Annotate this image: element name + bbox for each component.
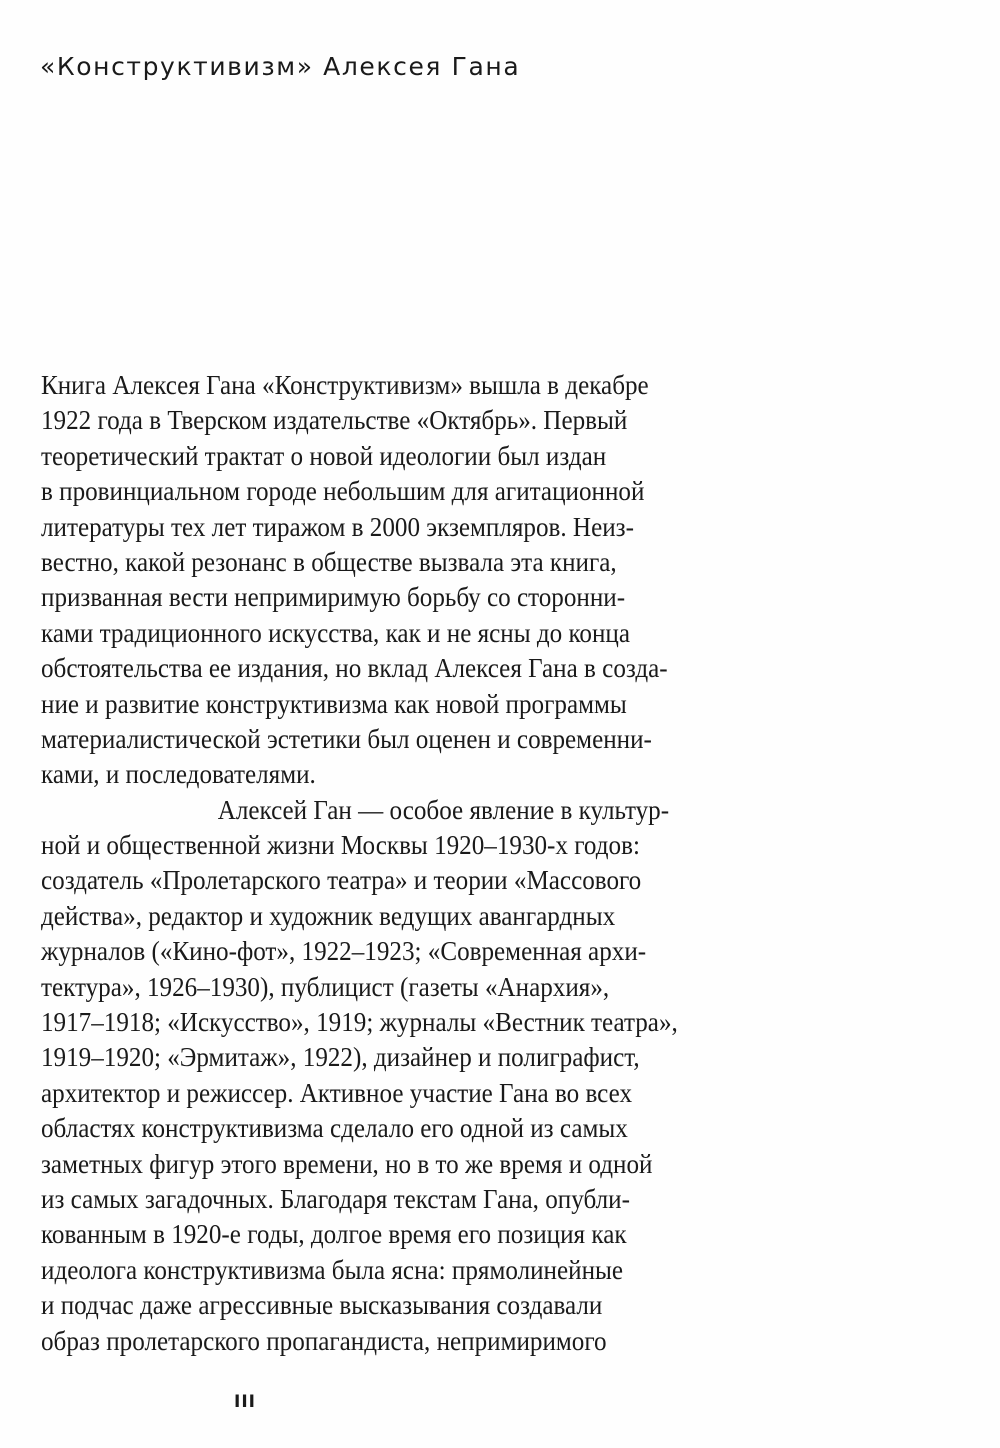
text-line: ние и развитие конструктивизма как новой программы <box>41 688 627 719</box>
text-line: архитектор и режиссер. Активное участие Гана во всех <box>41 1077 633 1108</box>
text-line: в провинциальном городе небольшим для агитационной <box>41 476 645 507</box>
text-line: тектура», 1926–1930), публицист (газеты «Анархия», <box>41 971 610 1002</box>
text-line: заметных фигур этого времени, но в то же время и одной <box>41 1148 653 1179</box>
text-line: создатель «Пролетарского театра» и теории «Массового <box>41 865 642 896</box>
text-line: 1922 года в Тверском издательстве «Октябрь». Первый <box>41 405 628 436</box>
text-line: вестно, какой резонанс в обществе вызвала эта книга, <box>41 546 617 577</box>
text-line: теоретический трактат о новой идеологии был издан <box>41 440 607 471</box>
text-line: Книга Алексея Гана «Конструктивизм» вышла в декабре <box>41 370 649 400</box>
text-line: идеолога конструктивизма была ясна: прямолинейные <box>41 1254 624 1285</box>
paragraph-1 <box>41 368 726 793</box>
text-line: ками традиционного искусства, как и не ясны до конца <box>41 617 631 648</box>
paragraph-2 <box>41 793 726 1359</box>
text-line: материалистической эстетики был оценен и современни- <box>41 723 652 754</box>
text-line: призванная вести непримиримую борьбу со сторонни- <box>41 582 626 613</box>
text-line: образ пролетарского пропагандиста, непримиримого <box>41 1325 607 1356</box>
text-line: 1919–1920; «Эрмитаж», 1922), дизайнер и полиграфист, <box>41 1042 640 1073</box>
text-line: обстоятельства ее издания, но вклад Алексея Гана в созда- <box>41 653 668 684</box>
text-line: действа», редактор и художник ведущих авангардных <box>41 900 616 931</box>
text-line: из самых загадочных. Благодаря текстам Гана, опубли- <box>41 1183 630 1214</box>
body-text <box>41 368 726 1359</box>
chapter-title: «Конструктивизм» Алексея Гана <box>40 52 521 81</box>
text-line: 1917–1918; «Искусство», 1919; журналы «Вестник театра», <box>41 1007 678 1038</box>
text-line: ной и общественной жизни Москвы 1920–1930-х годов: <box>41 830 640 861</box>
text-line: журналов («Кино-фот», 1922–1923; «Современная архи- <box>41 936 647 967</box>
text-line: ками, и последователями. <box>41 759 316 790</box>
text-line: Алексей Ган — особое явление в культур- <box>217 794 670 825</box>
text-line: областях конструктивизма сделало его одной из самых <box>41 1113 628 1144</box>
text-line: кованным в 1920-е годы, долгое время его позиция как <box>41 1219 627 1250</box>
text-line: литературы тех лет тиражом в 2000 экземпляров. Неиз- <box>41 511 634 542</box>
text-line: и подчас даже агрессивные высказывания создавали <box>41 1290 603 1321</box>
page-number: III <box>234 1392 256 1412</box>
